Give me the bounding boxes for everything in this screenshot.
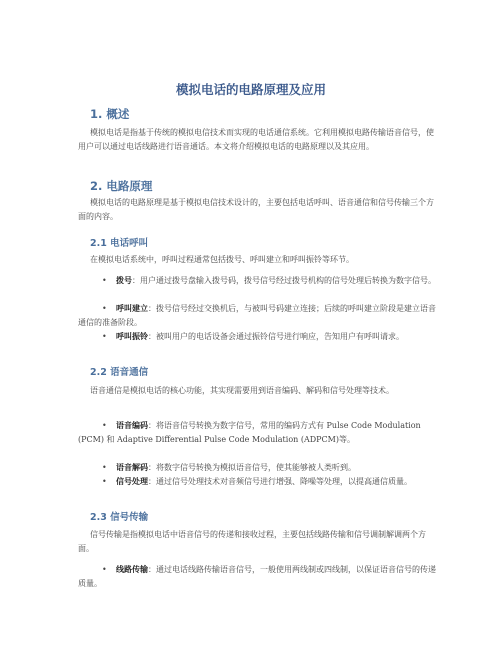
list-item: [78, 329, 438, 344]
list-item-text: ：将语音信号转换为数字信号，常用的编码方式有 Pulse Code Modulation (PCM) 和 Adaptive Differential Pulse Code Modulation (ADPCM)等。: [78, 421, 421, 444]
list-item: [78, 273, 438, 288]
overview-paragraph: 模拟电话是指基于传统的模拟电信技术而实现的电话通信系统。它利用模拟电路传输语音信号，使用户可以通过电话线路进行语音通话。本文将介绍模拟电话的电路原理以及其应用。: [78, 128, 434, 151]
list-item: [78, 301, 438, 330]
section-heading-overview: 1. 概述: [90, 107, 130, 121]
bullet-icon: •: [102, 276, 107, 285]
list-item-text: ：被叫用户的电话设备会通过振铃信号进行响应，告知用户有呼叫请求。: [148, 332, 404, 341]
voice-paragraph: 语音通信是模拟电话的核心功能，其实现需要用到语音编码、解码和信号处理等技术。: [90, 386, 394, 395]
list-item: [78, 418, 438, 447]
list-item-term: 信号处理: [116, 476, 148, 486]
list-item-text: ：通过电话线路传输语音信号，一般使用两线制或四线制，以保证语音信号的传递质量。: [78, 565, 436, 588]
list-item-text: ：将数字信号转换为模拟语音信号，使其能够被人类听到。: [148, 463, 356, 472]
list-item-term: 线路传输: [116, 564, 148, 574]
call-paragraph: 在模拟电话系统中，呼叫过程通常包括拨号、呼叫建立和呼叫振铃等环节。: [90, 255, 354, 264]
list-item-text: ：通过信号处理技术对音频信号进行增强、降噪等处理，以提高通信质量。: [148, 477, 412, 486]
bullet-icon: •: [102, 304, 107, 313]
subsection-heading-call: 2.1 电话呼叫: [90, 238, 149, 249]
list-item-text: ：用户通过拨号盘输入拨号码，拨号信号经过拨号机构的信号处理后转换为数字信号。: [132, 276, 436, 285]
transmission-paragraph: 信号传输是指模拟电话中语音信号的传递和接收过程，主要包括线路传输和信号调制解调两个方面。: [78, 530, 426, 553]
document-title: 模拟电话的电路原理及应用: [175, 82, 326, 97]
list-item: [78, 562, 438, 591]
list-item: [78, 474, 438, 489]
list-item-term: 拨号: [116, 275, 132, 285]
list-item: [78, 460, 438, 475]
bullet-icon: •: [102, 477, 107, 486]
subsection-heading-transmission: 2.3 信号传输: [90, 512, 149, 523]
circuit-principle-paragraph: 模拟电话的电路原理是基于模拟电信技术设计的，主要包括电话呼叫、语音通信和信号传输三个方面的内容。: [78, 198, 434, 221]
subsection-heading-voice: 2.2 语音通信: [90, 367, 149, 378]
list-item-term: 呼叫建立: [116, 303, 148, 313]
list-item-term: 语音编码: [116, 420, 148, 430]
list-item-term: 呼叫振铃: [116, 331, 148, 341]
bullet-icon: •: [102, 421, 107, 430]
section-heading-circuit-principle: 2. 电路原理: [90, 179, 153, 193]
list-item-text: ：拨号信号经过交换机后，与被叫号码建立连接；后续的呼叫建立阶段是建立语音通信的准备阶段。: [78, 304, 436, 327]
list-item-term: 语音解码: [116, 462, 148, 472]
bullet-icon: •: [102, 332, 107, 341]
bullet-icon: •: [102, 463, 107, 472]
bullet-icon: •: [102, 565, 107, 574]
